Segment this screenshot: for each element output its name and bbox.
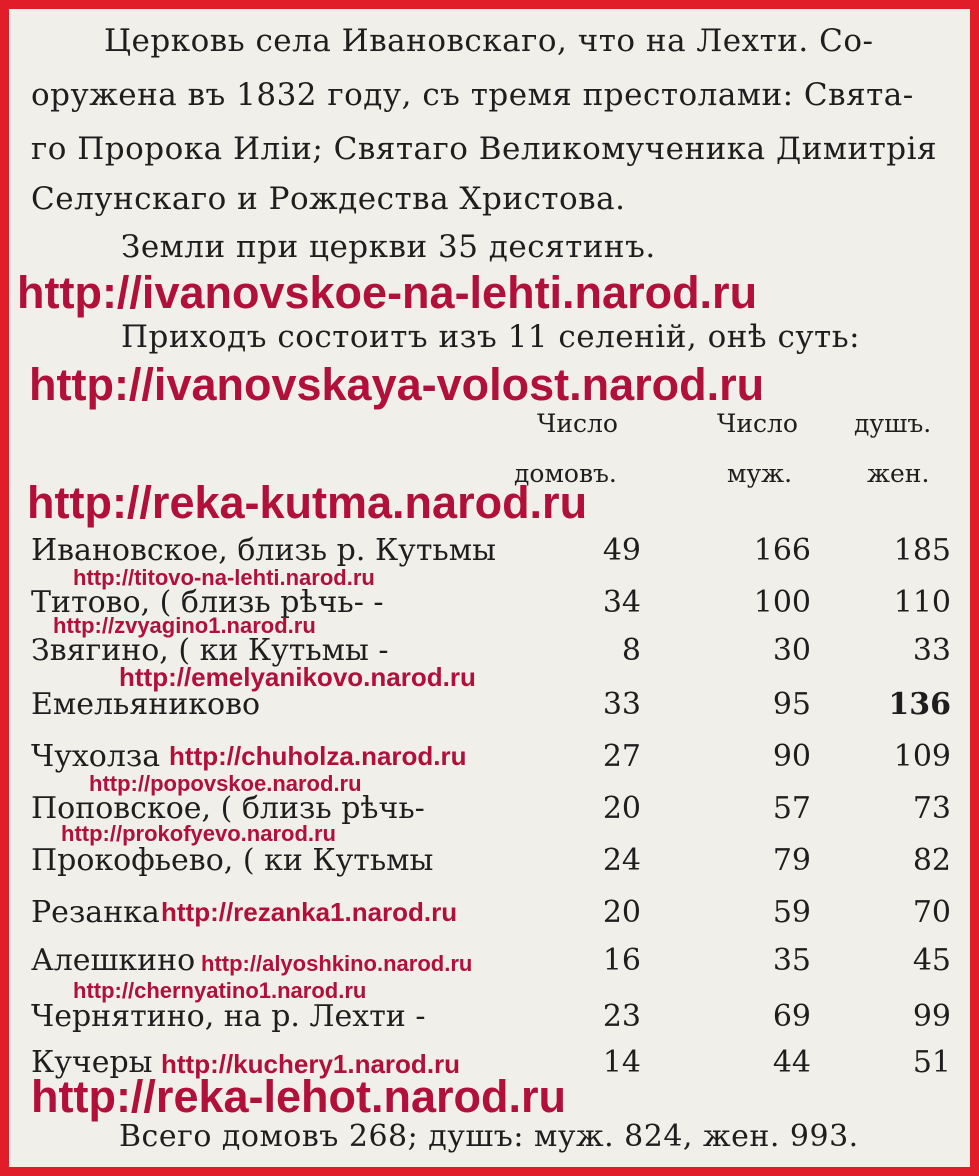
male-count: 100 [753,585,811,620]
male-count: 59 [772,895,811,930]
male-count: 69 [772,999,811,1034]
male-count: 95 [772,687,811,722]
col-houses-bottom: домовъ. [514,459,617,488]
url-emelyanikovo[interactable]: http://emelyanikovo.narod.ru [119,662,476,692]
url-reka-lehot[interactable]: http://reka-lehot.narod.ru [31,1071,567,1122]
male-count: 90 [772,739,811,774]
female-count: 45 [912,943,951,978]
houses-count: 34 [602,585,641,620]
url-kuchery[interactable]: http://kuchery1.narod.ru [161,1049,461,1079]
col-souls-top-2: душъ. [854,409,932,438]
village-name: Емельяниково [31,687,261,722]
header-line-3: го Пророка Иліи; Святаго Великомученика Димитрія [31,131,938,167]
houses-count: 20 [602,791,641,826]
col-male: муж. [727,459,793,488]
village-name: Чернятино, на р. Лехти - [31,999,426,1034]
header-line-4: Селунскаго и Рождества Христова. [31,181,626,217]
houses-count: 33 [602,687,641,722]
houses-count: 24 [602,843,641,878]
village-name: Звягино, ( ки Кутьмы - [31,633,389,668]
col-souls-top-1: Число [717,409,798,438]
url-prokofyevo[interactable]: http://prokofyevo.narod.ru [61,821,336,846]
village-name: Алешкино [31,943,196,978]
male-count: 57 [772,791,811,826]
houses-count: 20 [602,895,641,930]
houses-count: 27 [602,739,641,774]
female-count: 109 [893,739,951,774]
total-line: Всего домовъ 268; душъ: муж. 824, жен. 993. [119,1119,859,1154]
houses-count: 23 [602,999,641,1034]
header-line-2: оружена въ 1832 году, съ тремя престолами: Свята- [31,77,914,113]
male-count: 44 [772,1045,811,1080]
female-count: 51 [912,1045,951,1080]
url-popovskoe[interactable]: http://popovskoe.narod.ru [89,771,362,796]
male-count: 79 [772,843,811,878]
village-name: Чухолза [31,739,161,774]
url-chuholza[interactable]: http://chuholza.narod.ru [169,741,467,771]
url-chernyatino[interactable]: http://chernyatino1.narod.ru [73,978,367,1003]
land-line: Земли при церкви 35 десятинъ. [121,229,656,265]
url-ivanovskaya-volost[interactable]: http://ivanovskaya-volost.narod.ru [29,359,765,410]
url-ivanovskoe-na-lehti[interactable]: http://ivanovskoe-na-lehti.narod.ru [17,267,758,318]
parish-line: Приходъ состоитъ изъ 11 селеній, онѣ суть: [121,319,861,355]
houses-count: 49 [602,533,641,568]
female-count: 110 [893,585,951,620]
url-titovo[interactable]: http://titovo-na-lehti.narod.ru [73,565,375,590]
village-name: Титово, ( близь рѣчь- - [31,585,384,620]
female-count: 99 [912,999,951,1034]
table-row [31,843,951,887]
header-line-1: Церковь села Ивановскаго, что на Лехти. Со- [104,23,874,59]
houses-count: 8 [621,633,641,668]
col-female: жен. [867,459,930,488]
female-count: 70 [912,895,951,930]
female-count: 33 [912,633,951,668]
url-rezanka[interactable]: http://rezanka1.narod.ru [161,897,458,927]
female-count: 185 [893,533,951,568]
table-row [31,999,951,1043]
houses-count: 16 [602,943,641,978]
document-page [9,9,970,1167]
village-name: Прокофьево, ( ки Кутьмы [31,843,434,878]
url-zvyagino[interactable]: http://zvyagino1.narod.ru [53,613,316,638]
houses-count: 14 [602,1045,641,1080]
table-row [31,687,951,731]
village-name: Поповское, ( близь рѣчь- [31,791,425,826]
male-count: 35 [772,943,811,978]
url-alyoshkino[interactable]: http://alyoshkino.narod.ru [201,951,473,976]
female-count: 136 [888,687,951,722]
url-reka-kutma[interactable]: http://reka-kutma.narod.ru [27,477,588,528]
village-name: Кучеры [31,1045,153,1080]
male-count: 30 [772,633,811,668]
female-count: 73 [912,791,951,826]
village-name: Ивановское, близь р. Кутьмы [31,533,496,568]
male-count: 166 [753,533,811,568]
col-houses-top: Число [537,409,618,438]
village-name: Резанка [31,895,160,930]
female-count: 82 [912,843,951,878]
